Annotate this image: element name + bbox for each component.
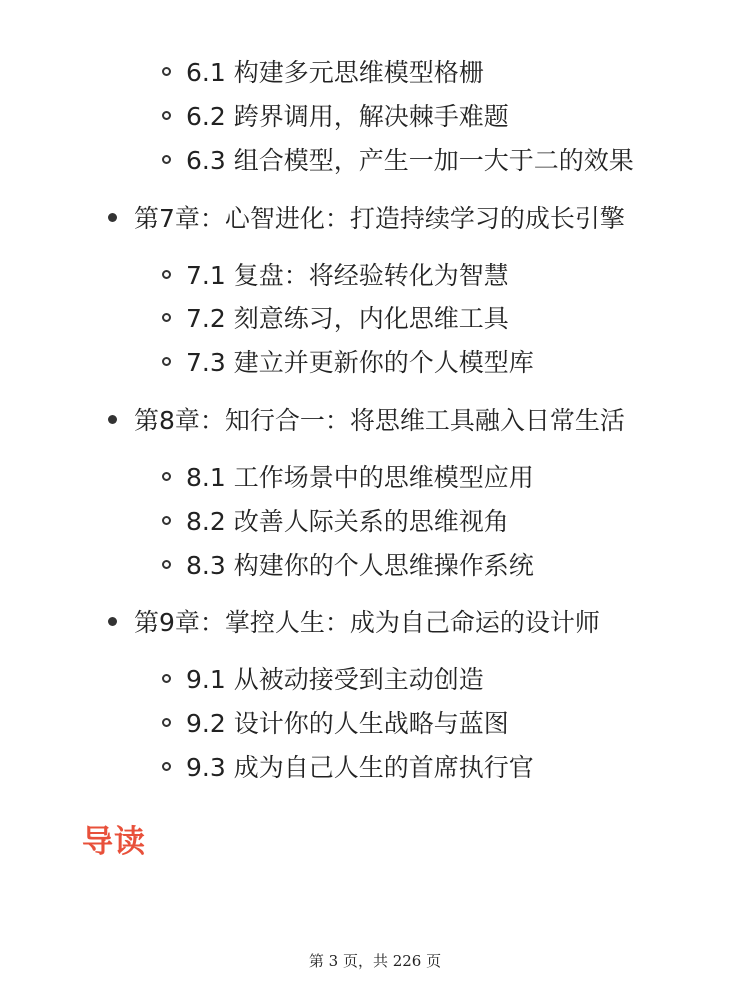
hollow-circle-bullet-icon (162, 718, 171, 727)
hollow-circle-bullet-icon (162, 270, 171, 279)
toc-chapter-label: 第8章：知行合一：将思维工具融入日常生活 (134, 406, 625, 435)
toc-item-9-3 (162, 746, 534, 786)
toc-item-7-1 (162, 254, 509, 294)
toc-item-9-2 (162, 702, 509, 742)
toc-item-label: 9.2 设计你的人生战略与蓝图 (186, 709, 509, 738)
hollow-circle-bullet-icon (162, 674, 171, 683)
toc-item-label: 6.3 组合模型，产生一加一大于二的效果 (186, 146, 634, 175)
hollow-circle-bullet-icon (162, 762, 171, 771)
toc-chapter-7 (108, 197, 625, 237)
toc-item-6-2 (162, 95, 509, 135)
toc-item-label: 9.3 成为自己人生的首席执行官 (186, 753, 534, 782)
toc-item-label: 9.1 从被动接受到主动创造 (186, 665, 484, 694)
toc-item-8-2 (162, 500, 509, 540)
filled-disc-bullet-icon (108, 213, 117, 222)
toc-chapter-label: 第9章：掌控人生：成为自己命运的设计师 (134, 608, 600, 637)
toc-item-label: 7.3 建立并更新你的个人模型库 (186, 348, 534, 377)
toc-item-6-3 (162, 139, 634, 179)
hollow-circle-bullet-icon (162, 155, 171, 164)
toc-item-label: 8.2 改善人际关系的思维视角 (186, 507, 509, 536)
toc-chapter-9 (108, 601, 600, 641)
toc-item-label: 8.3 构建你的个人思维操作系统 (186, 551, 534, 580)
toc-item-label: 7.2 刻意练习，内化思维工具 (186, 304, 509, 333)
filled-disc-bullet-icon (108, 617, 117, 626)
toc-item-label: 8.1 工作场景中的思维模型应用 (186, 463, 534, 492)
toc-item-label: 6.1 构建多元思维模型格栅 (186, 58, 484, 87)
hollow-circle-bullet-icon (162, 357, 171, 366)
toc-item-label: 7.1 复盘：将经验转化为智慧 (186, 261, 509, 290)
toc-chapter-label: 第7章：心智进化：打造持续学习的成长引擎 (134, 204, 625, 233)
page-number-footer: 第 3 页，共 226 页 (308, 952, 442, 970)
toc-item-7-2 (162, 297, 509, 337)
toc-item-label: 6.2 跨界调用，解决棘手难题 (186, 102, 509, 131)
filled-disc-bullet-icon (108, 415, 117, 424)
toc-item-7-3 (162, 341, 534, 381)
section-heading: 导读 (82, 824, 146, 860)
hollow-circle-bullet-icon (162, 472, 171, 481)
toc-item-8-3 (162, 544, 534, 584)
toc-item-8-1 (162, 456, 534, 496)
hollow-circle-bullet-icon (162, 111, 171, 120)
hollow-circle-bullet-icon (162, 313, 171, 322)
hollow-circle-bullet-icon (162, 560, 171, 569)
toc-item-6-1 (162, 51, 484, 91)
hollow-circle-bullet-icon (162, 67, 171, 76)
toc-item-9-1 (162, 658, 484, 698)
hollow-circle-bullet-icon (162, 516, 171, 525)
toc-chapter-8 (108, 399, 625, 439)
